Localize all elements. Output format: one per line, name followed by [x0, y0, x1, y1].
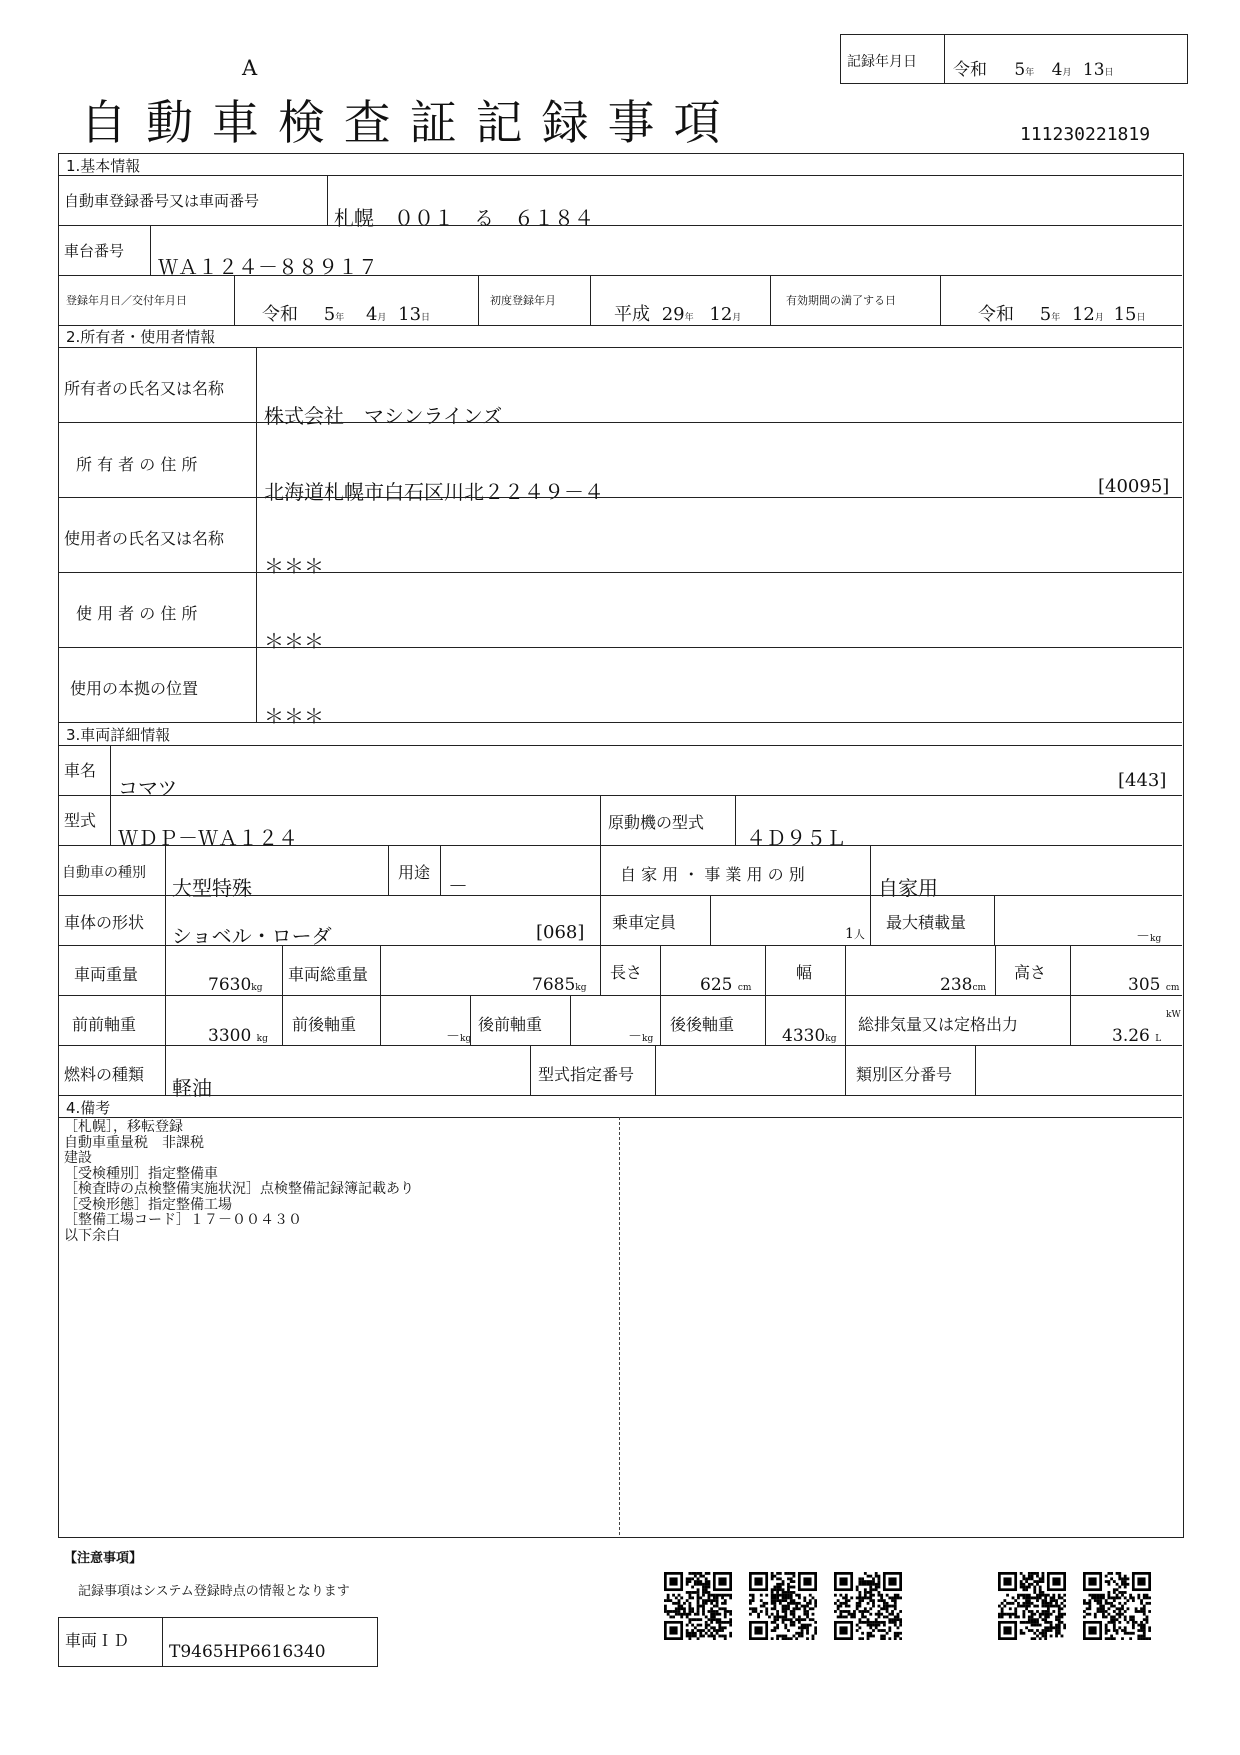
- width-value: 238cm: [940, 975, 987, 995]
- record-date-box: [840, 34, 1188, 84]
- fr-axle-label: 前後軸重: [292, 1015, 357, 1034]
- private-business-value: 自家用: [878, 876, 938, 900]
- length-value: 625 cm: [700, 975, 752, 995]
- vehicle-kind-value: 大型特殊: [172, 876, 252, 900]
- user-name-label: 使用者の氏名又は名称: [64, 529, 225, 548]
- maker-label: 車名: [64, 761, 97, 780]
- owner-name-label: 所有者の氏名又は名称: [64, 379, 225, 398]
- max-load-value: －kg: [1136, 929, 1162, 945]
- notice-text: 記録事項はシステム登録時点の情報となります: [78, 1584, 350, 1599]
- engine-model-value: ４Ｄ９５Ｌ: [746, 826, 846, 850]
- fr-axle-value: －kg: [446, 1029, 472, 1045]
- first-reg-value: 平成 29年 12月: [614, 304, 742, 325]
- vehicle-id-value: T9465HP6616340: [169, 1642, 326, 1662]
- body-shape-code: [068]: [536, 922, 585, 943]
- section-basic-info: 1.基本情報: [66, 157, 141, 175]
- model-value: ＷＤＰ－ＷＡ１２４: [118, 826, 298, 850]
- section-vehicle-details: 3.車両詳細情報: [66, 726, 171, 744]
- remarks-line: ［整備工場コード］１７－００４３０: [64, 1212, 302, 1228]
- qr-code: [749, 1572, 817, 1640]
- base-location-value: ＊＊＊: [264, 704, 324, 728]
- user-address-label: 使 用 者 の 住 所: [76, 604, 198, 623]
- rf-axle-value: －kg: [628, 1029, 654, 1045]
- engine-model-label: 原動機の型式: [608, 813, 705, 832]
- reg-date-label: 登録年月日／交付年月日: [66, 294, 187, 307]
- use-label: 用途: [398, 863, 431, 882]
- private-business-label: 自 家 用 ・ 事 業 用 の 別: [620, 865, 805, 884]
- owner-address-label: 所 有 者 の 住 所: [76, 455, 198, 474]
- owner-address-value: 北海道札幌市白石区川北２２４９－４: [264, 480, 604, 504]
- width-label: 幅: [796, 963, 813, 982]
- section-owner-user: 2.所有者・使用者情報: [66, 328, 216, 346]
- displacement-value: 3.26 L: [1112, 1026, 1162, 1046]
- user-name-value: ＊＊＊: [264, 554, 324, 578]
- remarks-line: ［検査時の点検整備実施状況］点検整備記録簿記載あり: [64, 1181, 414, 1197]
- expiry-value: 令和 5年 12月 15日: [978, 304, 1146, 325]
- gross-weight-label: 車両総重量: [288, 965, 369, 984]
- vehicle-id-box: [58, 1617, 378, 1667]
- remarks-line: 自動車重量税 非課税: [64, 1134, 204, 1151]
- length-label: 長さ: [610, 963, 643, 982]
- record-date-label: 記録年月日: [847, 54, 917, 70]
- ff-axle-value: 3300 kg: [208, 1026, 268, 1046]
- ff-axle-label: 前前軸重: [72, 1015, 137, 1034]
- reg-no-label: 自動車登録番号又は車両番号: [64, 192, 260, 210]
- first-reg-label: 初度登録年月: [490, 294, 556, 307]
- type-designation-label: 型式指定番号: [538, 1065, 635, 1084]
- capacity-label: 乗車定員: [612, 913, 677, 932]
- fuel-type-value: 軽油: [172, 1076, 212, 1100]
- reg-date-value: 令和 5年 4月 13日: [262, 304, 431, 325]
- remarks-line: ［受検種別］指定整備車: [64, 1165, 218, 1182]
- qr-code: [834, 1572, 902, 1640]
- qr-code: [998, 1572, 1066, 1640]
- vehicle-weight-value: 7630kg: [208, 975, 263, 995]
- use-value: －: [448, 874, 468, 898]
- owner-address-code: [40095]: [1098, 476, 1170, 497]
- vehicle-id-label: 車両ＩＤ: [65, 1631, 130, 1650]
- qr-code: [664, 1572, 732, 1640]
- vehicle-weight-label: 車両重量: [74, 965, 139, 984]
- rr-axle-value: 4330kg: [782, 1026, 837, 1046]
- record-date-value: 令和 5年 4月 13日: [953, 60, 1114, 80]
- capacity-value: 1人: [845, 926, 865, 942]
- chassis-label: 車台番号: [64, 242, 125, 260]
- body-shape-value: ショベル・ローダ: [172, 924, 332, 948]
- gross-weight-value: 7685kg: [532, 975, 587, 995]
- page-title: 自 動 車 検 査 証 記 録 事 項: [80, 96, 723, 151]
- header-mark: A: [242, 56, 258, 80]
- maker-code: [443]: [1118, 770, 1167, 791]
- owner-name-value: 株式会社 マシンラインズ: [264, 404, 503, 428]
- remarks-line: 建設: [64, 1150, 92, 1166]
- maker-value: コマツ: [118, 776, 178, 800]
- height-value: 305 cm: [1128, 975, 1180, 995]
- max-load-label: 最大積載量: [886, 913, 967, 932]
- category-label: 類別区分番号: [856, 1065, 953, 1084]
- document-number: 111230221819: [1020, 124, 1151, 145]
- vehicle-kind-label: 自動車の種別: [62, 865, 146, 881]
- body-shape-label: 車体の形状: [64, 913, 145, 932]
- height-label: 高さ: [1014, 963, 1047, 982]
- section-remarks: 4.備考: [66, 1099, 111, 1117]
- rr-axle-label: 後後軸重: [670, 1015, 735, 1034]
- notice-title: 【注意事項】: [64, 1551, 143, 1566]
- chassis-value: ＷＡ１２４－８８９１７: [158, 255, 378, 279]
- reg-no-value: 札幌 ００１ る ６１８４: [334, 206, 594, 230]
- kw-unit: kW: [1166, 1010, 1181, 1020]
- rf-axle-label: 後前軸重: [478, 1015, 543, 1034]
- remarks-line: ［札幌］，移転登録: [64, 1119, 183, 1135]
- remarks-line: ［受検形態］指定整備工場: [64, 1196, 232, 1213]
- qr-code: [1083, 1572, 1151, 1640]
- remarks-line: 以下余白: [64, 1227, 120, 1244]
- model-label: 型式: [64, 811, 97, 830]
- displacement-label: 総排気量又は定格出力: [858, 1015, 1019, 1034]
- remarks-list: [64, 1120, 414, 1244]
- fuel-type-label: 燃料の種類: [64, 1065, 145, 1084]
- user-address-value: ＊＊＊: [264, 629, 324, 653]
- expiry-label: 有効期間の満了する日: [786, 294, 896, 307]
- base-location-label: 使用の本拠の位置: [70, 679, 199, 698]
